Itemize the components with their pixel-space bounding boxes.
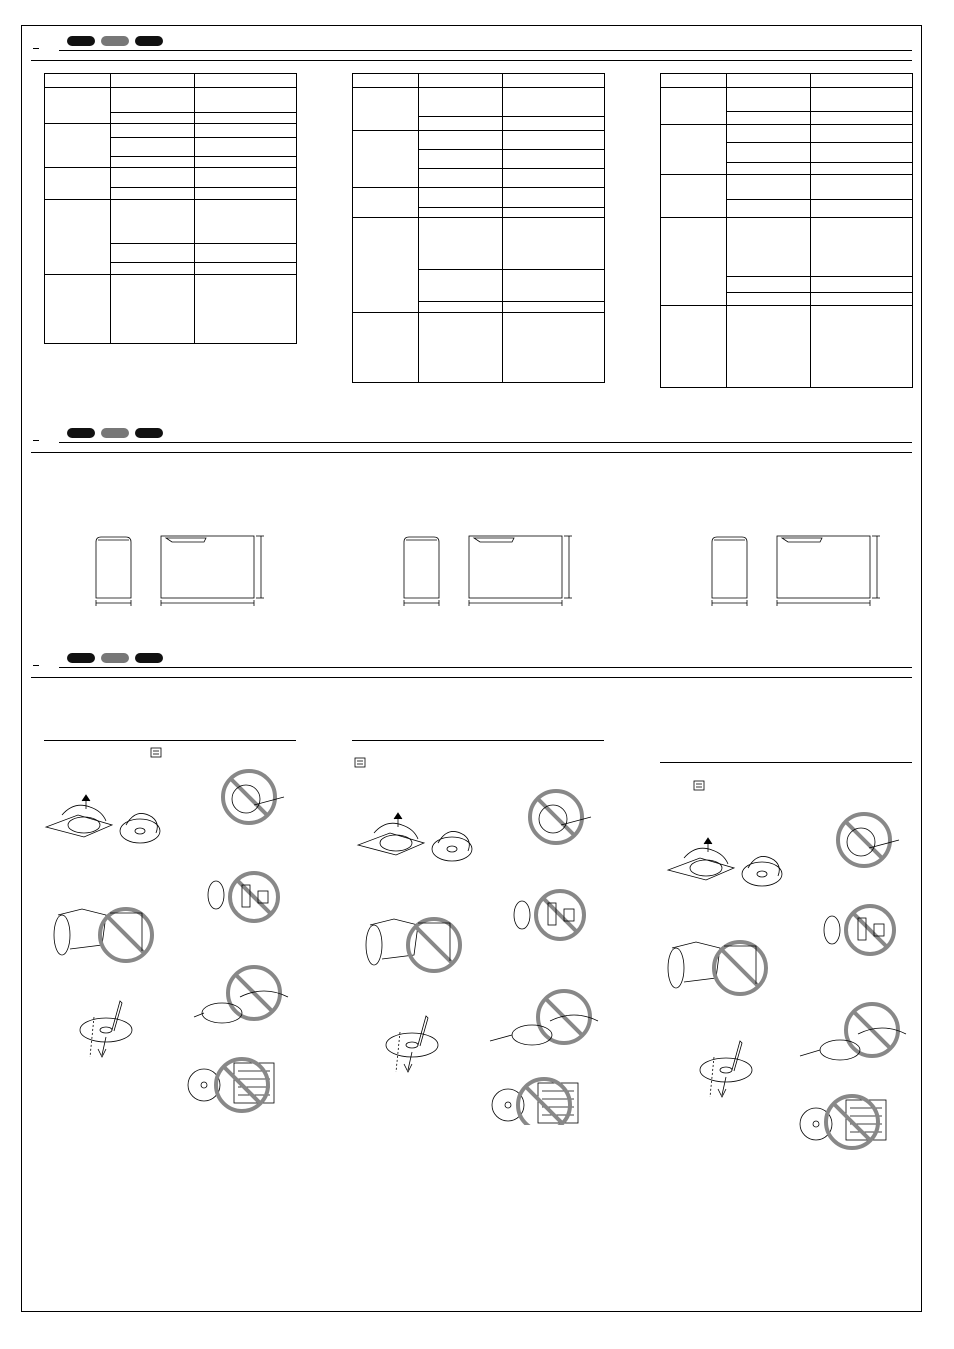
section-rule-lower xyxy=(31,60,912,61)
disc-care-rule-3 xyxy=(660,762,912,763)
holding-disc-top-icon xyxy=(432,831,472,861)
removing-disc-icon xyxy=(668,838,734,880)
removing-disc-icon xyxy=(358,813,424,855)
no-circular-wipe-icon xyxy=(800,1004,906,1060)
no-heat-icon xyxy=(492,1079,578,1125)
language-pill-1 xyxy=(67,653,95,663)
spec-table-1 xyxy=(44,73,297,344)
language-pill-3 xyxy=(135,653,163,663)
spec-table-3 xyxy=(660,73,913,388)
section-dash xyxy=(33,48,39,49)
holding-disc-top-icon xyxy=(742,856,782,886)
no-scratch-icon xyxy=(838,814,899,866)
language-pill-3 xyxy=(135,36,163,46)
disc-symbol-icon xyxy=(151,748,161,757)
disc-care-rule-1 xyxy=(44,740,296,741)
no-solvents-icon xyxy=(824,906,894,954)
language-pill-1 xyxy=(67,428,95,438)
holding-disc-edge-icon xyxy=(366,919,460,971)
wipe-center-out-icon xyxy=(700,1041,752,1097)
no-heat-icon xyxy=(188,1059,274,1111)
section-header-specifications xyxy=(21,26,922,56)
no-circular-wipe-icon xyxy=(490,991,598,1045)
section-rule xyxy=(59,442,912,443)
no-circular-wipe-icon xyxy=(194,967,288,1023)
spec-table-2 xyxy=(352,73,605,383)
disc-care-rule-2 xyxy=(352,740,604,741)
section-rule xyxy=(59,667,912,668)
no-solvents-icon xyxy=(208,873,278,921)
no-scratch-icon xyxy=(223,771,284,823)
section-rule xyxy=(59,50,912,51)
disc-symbol-icon xyxy=(355,758,365,767)
disc-care-illustrations-1 xyxy=(44,745,304,1115)
language-pill-2 xyxy=(101,36,129,46)
no-solvents-icon xyxy=(514,891,584,939)
dimension-drawing-1 xyxy=(86,528,276,610)
language-pill-3 xyxy=(135,428,163,438)
language-pill-2 xyxy=(101,428,129,438)
holding-disc-edge-icon xyxy=(54,909,152,961)
removing-disc-icon xyxy=(46,795,112,837)
language-pill-2 xyxy=(101,653,129,663)
no-heat-icon xyxy=(800,1096,886,1148)
wipe-center-out-icon xyxy=(386,1016,438,1072)
section-header-dimensions xyxy=(21,418,922,448)
dimension-drawing-3 xyxy=(702,528,892,610)
section-dash xyxy=(33,440,39,441)
language-pill-1 xyxy=(67,36,95,46)
wipe-center-out-icon xyxy=(80,1001,132,1057)
section-rule-lower xyxy=(31,677,912,678)
holding-disc-edge-icon xyxy=(668,942,766,994)
dimension-drawing-2 xyxy=(394,528,584,610)
section-header-disc-care xyxy=(21,643,922,673)
section-dash xyxy=(33,665,39,666)
section-rule-lower xyxy=(31,452,912,453)
holding-disc-top-icon xyxy=(120,813,160,843)
disc-symbol-icon xyxy=(694,781,704,790)
no-scratch-icon xyxy=(530,791,591,843)
disc-care-illustrations-2 xyxy=(352,755,612,1125)
disc-care-illustrations-3 xyxy=(660,778,920,1153)
